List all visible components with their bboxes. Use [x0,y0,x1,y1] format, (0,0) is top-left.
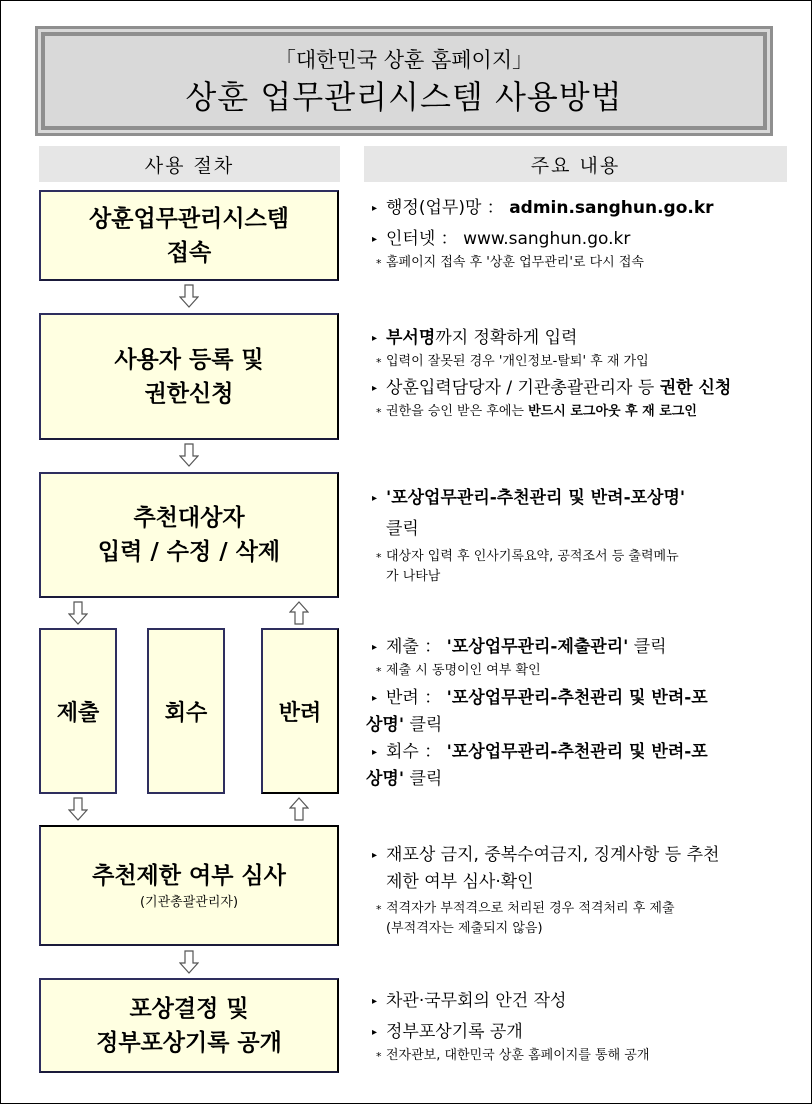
content-system-access [372,195,792,273]
content-restriction-review [372,842,792,939]
list-item: ▸ 차관·국무회의 안건 작성 [372,988,792,1015]
list-item-continued: 상명' 클릭 [366,769,443,789]
bullet-icon: ▸ [372,1027,378,1038]
asterisk-icon: * [376,356,382,369]
arrow-down-icon [179,284,199,308]
bullet-icon: ▸ [372,850,378,861]
branch-withdraw: 회수 [147,628,225,794]
note: * 입력이 잘못된 경우 '개인정보-탈퇴' 후 재 가입 [372,352,792,372]
step-title-line2: 접속 [166,239,212,266]
title-inner [38,29,770,133]
asterisk-icon: * [376,551,382,564]
list-item: ▸ 상훈입력담당자 / 기관총괄관리자 등 권한 신청 [372,375,792,402]
column-header-procedure: 사용 절차 [39,146,340,182]
bullet-icon: ▸ [372,693,378,704]
asterisk-icon: * [376,1050,382,1063]
asterisk-icon: * [376,903,382,916]
step-title-line2: 입력 / 수정 / 삭제 [97,539,281,565]
content-submit-return [366,634,792,793]
admin-url: admin.sanghun.go.kr [509,198,714,218]
note: * 권한을 승인 받은 후에는 반드시 로그아웃 후 재 로그인 [372,402,792,422]
note-continued: (부적격자는 제출되지 않음) [386,921,543,936]
bullet-icon: ▸ [372,234,378,245]
content-candidate-entry [372,485,792,587]
page-title: 상훈 업무관리시스템 사용방법 [185,78,623,116]
arrow-up-icon [289,797,309,821]
step-candidate-entry [39,472,339,598]
bullet-icon: ▸ [372,747,378,758]
arrow-down-icon [179,443,199,467]
note: * 대상자 입력 후 인사기록요약, 공적조서 등 출력메뉴 [372,547,792,567]
arrow-down-icon [179,950,199,974]
public-url: www.sanghun.go.kr [463,229,631,249]
note: * 전자관보, 대한민국 상훈 홈페이지를 통해 공개 [372,1046,792,1066]
list-item: ▸ 인터넷 ： www.sanghun.go.kr [372,226,792,253]
title-subtitle: 「대한민국 상훈 홈페이지」 [274,48,534,72]
list-item: ▸ 반려 ： '포상업무관리-추천관리 및 반려-포 [372,685,792,712]
list-item-continued: 상명' 클릭 [366,715,443,735]
step-subtitle: (기관총괄관리자) [139,894,239,910]
step-title-line2: 정부포상기록 공개 [96,1029,282,1056]
note: * 홈페이지 접속 후 '상훈 업무관리'로 다시 접속 [372,253,792,273]
step-title-line1: 포상결정 및 [129,995,249,1022]
step-user-registration [39,313,339,440]
bullet-icon: ▸ [372,333,378,344]
bullet-icon: ▸ [372,996,378,1007]
list-item: ▸ 부서명까지 정확하게 입력 [372,325,792,352]
list-item-continued: 클릭 [386,519,419,539]
step-title-line1: 추천제한 여부 심사 [92,862,286,889]
step-award-decision [39,978,339,1073]
bullet-icon: ▸ [372,383,378,394]
step-title-line1: 상훈업무관리시스템 [89,205,289,232]
note-continued: 가 나타남 [386,569,441,584]
branch-submit: 제출 [39,628,117,794]
list-item-continued: 제한 여부 심사·확인 [386,872,534,892]
step-title-line1: 추천대상자 [133,505,245,531]
step-system-access [39,190,339,281]
list-item: ▸ 정부포상기록 공개 [372,1019,792,1046]
asterisk-icon: * [376,406,382,419]
list-item: ▸ '포상업무관리-추천관리 및 반려-포상명' [372,485,792,512]
title-box [35,26,773,136]
content-user-registration [372,325,792,422]
list-item: ▸ 제출 ： '포상업무관리-제출관리' 클릭 [372,634,792,661]
arrow-down-icon [68,601,88,625]
list-item: ▸ 회수 ： '포상업무관리-추천관리 및 반려-포 [372,739,792,766]
asterisk-icon: * [376,665,382,678]
arrow-down-icon [68,797,88,821]
list-item: ▸ 행정(업무)망 ： admin.sanghun.go.kr [372,195,792,222]
step-title-line1: 사용자 등록 및 [114,346,264,373]
arrow-up-icon [289,601,309,625]
bullet-icon: ▸ [372,493,378,504]
content-award-decision [372,988,792,1066]
bullet-icon: ▸ [372,203,378,214]
column-header-details: 주요 내용 [364,146,787,182]
step-restriction-review [39,825,339,946]
note: * 적격자가 부적격으로 처리된 경우 적격처리 후 제출 [372,899,792,919]
branch-return: 반려 [261,628,339,794]
list-item: ▸ 재포상 금지, 중복수여금지, 징계사항 등 추천 [372,842,792,869]
bullet-icon: ▸ [372,642,378,653]
step-title-line2: 권한신청 [144,380,234,407]
note: * 제출 시 동명이인 여부 확인 [372,661,792,681]
asterisk-icon: * [376,257,382,270]
